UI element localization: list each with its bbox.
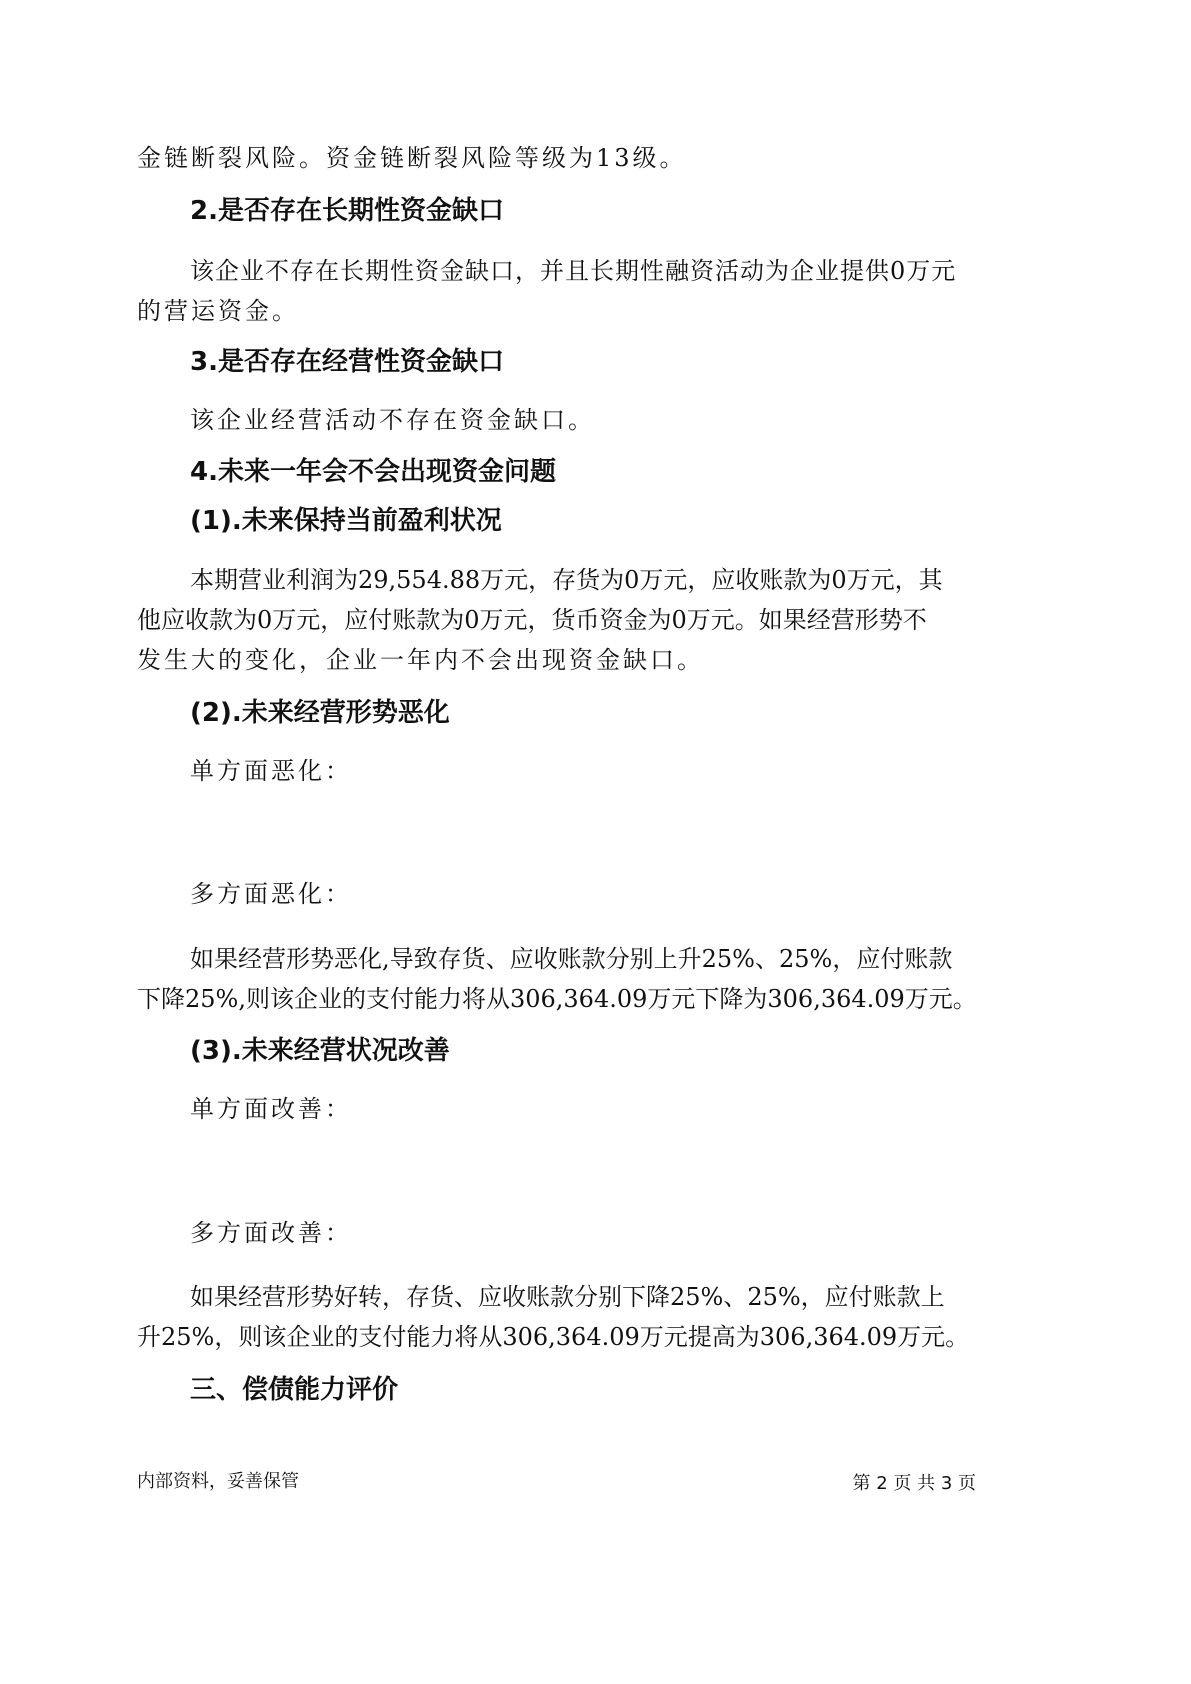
section-heading: 3.是否存在经营性资金缺口 (190, 347, 504, 377)
paragraph-line: 发生大的变化，企业一年内不会出现资金缺口。 (137, 646, 704, 674)
paragraph-line: 单方面恶化： (190, 757, 352, 785)
paragraph-line: 升25%，则该企业的支付能力将从306,364.09万元提高为306,364.09万元。 (137, 1323, 970, 1351)
paragraph-line: 多方面恶化： (190, 880, 352, 908)
paragraph-line: 如果经营形势恶化,导致存货、应收账款分别上升25%、25%，应付账款 (190, 945, 953, 973)
paragraph-line: 单方面改善： (190, 1095, 352, 1123)
paragraph-line: 多方面改善： (190, 1219, 352, 1247)
footer-note: 内部资料，妥善保管 (137, 1471, 299, 1492)
section-heading: 三、偿债能力评价 (190, 1375, 399, 1405)
section-heading: 4.未来一年会不会出现资金问题 (190, 457, 556, 487)
subsection-heading: (1).未来保持当前盈利状况 (190, 506, 502, 536)
section-heading: 2.是否存在长期性资金缺口 (190, 196, 504, 226)
paragraph-line: 他应收款为0万元，应付账款为0万元，货币资金为0万元。如果经营形势不 (137, 606, 927, 634)
paragraph-line: 如果经营形势好转，存货、应收账款分别下降25%、25%，应付账款上 (190, 1283, 945, 1311)
page-number: 第 2 页 共 3 页 (852, 1473, 976, 1494)
subsection-heading: (3).未来经营状况改善 (190, 1036, 450, 1066)
paragraph-line: 本期营业利润为29,554.88万元，存货为0万元，应收账款为0万元，其 (190, 566, 943, 594)
paragraph-line: 该企业不存在长期性资金缺口，并且长期性融资活动为企业提供0万元 (190, 257, 957, 285)
paragraph-line: 该企业经营活动不存在资金缺口。 (190, 406, 595, 434)
subsection-heading: (2).未来经营形势恶化 (190, 698, 450, 728)
paragraph-line: 的营运资金。 (137, 297, 299, 325)
paragraph-line: 金链断裂风险。资金链断裂风险等级为13级。 (137, 144, 687, 172)
paragraph-line: 下降25%,则该企业的支付能力将从306,364.09万元下降为306,364.09万元。 (137, 985, 977, 1013)
